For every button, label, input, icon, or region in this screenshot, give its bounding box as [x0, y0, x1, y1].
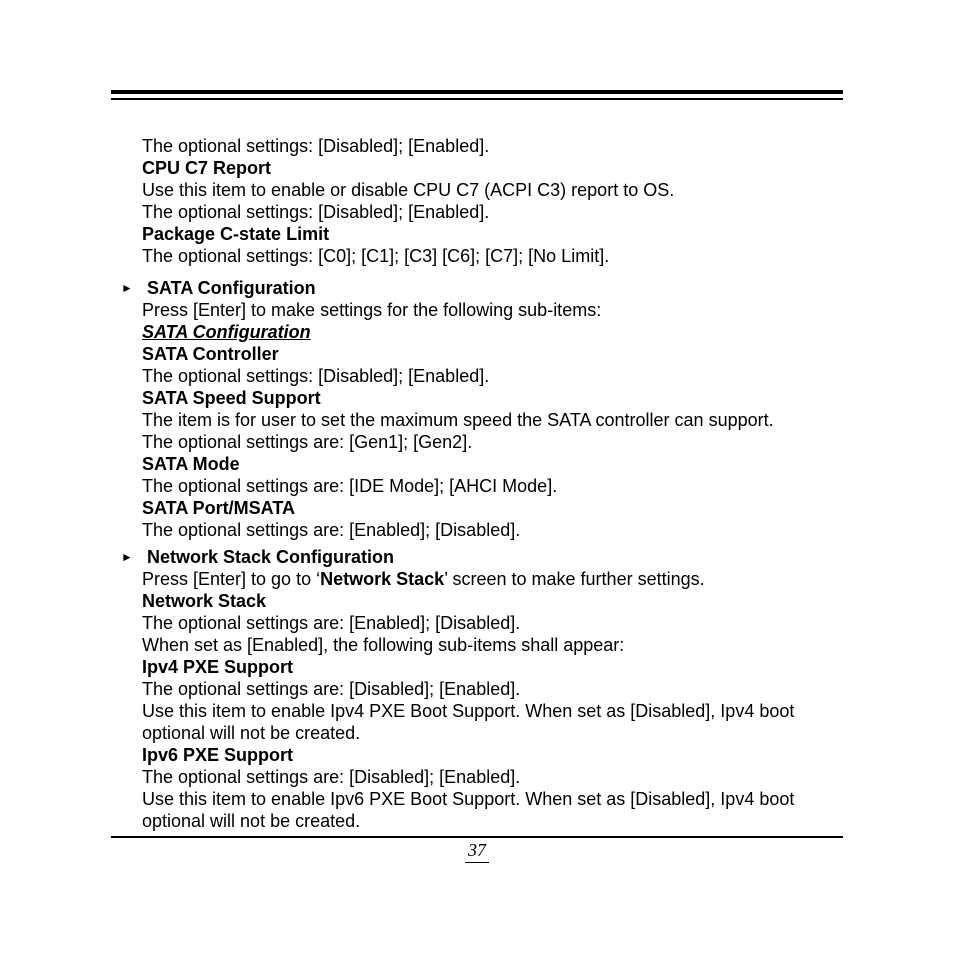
- body-text: The item is for user to set the maximum speed the SATA controller can support.: [142, 410, 774, 430]
- body-text: [142, 568, 852, 590]
- section-heading: [121, 546, 852, 568]
- body-text: The optional settings: [C0]; [C1]; [C3] [C6]; [C7]; [No Limit].: [142, 246, 610, 266]
- setting-heading: SATA Controller: [142, 344, 279, 364]
- body-text: Use this item to enable Ipv4 PXE Boot Support. When set as [Disabled], Ipv4 boot: [142, 701, 795, 721]
- section-heading-label: Network Stack Configuration: [147, 547, 395, 567]
- body-text: When set as [Enabled], the following sub-items shall appear:: [142, 635, 625, 655]
- body-text: The optional settings: [Disabled]; [Enabled].: [142, 136, 490, 156]
- body-text: Use this item to enable or disable CPU C7 (ACPI C3) report to OS.: [142, 180, 675, 200]
- triangle-right-icon: ►: [121, 550, 133, 564]
- document-body: [121, 135, 852, 832]
- body-text: The optional settings are: [Disabled]; [Enabled].: [142, 767, 521, 787]
- body-text: The optional settings are: [Enabled]; [Disabled].: [142, 613, 521, 633]
- setting-heading: SATA Mode: [142, 454, 240, 474]
- sata-configuration-section: [121, 277, 852, 541]
- setting-heading: SATA Port/MSATA: [142, 498, 295, 518]
- triangle-right-icon: ►: [121, 281, 133, 295]
- body-text: optional will not be created.: [142, 811, 361, 831]
- page-number: 37: [468, 840, 486, 860]
- intro-post: ’ screen to make further settings.: [444, 569, 705, 589]
- body-text: The optional settings are: [IDE Mode]; [AHCI Mode].: [142, 476, 558, 496]
- header-rule-thick: [111, 90, 843, 94]
- network-stack-section: [121, 546, 852, 832]
- page-number-underline: [465, 862, 489, 863]
- body-text: optional will not be created.: [142, 723, 361, 743]
- subsection-title: SATA Configuration: [142, 322, 311, 342]
- setting-heading: Network Stack: [142, 591, 267, 611]
- body-text: The optional settings are: [Gen1]; [Gen2].: [142, 432, 473, 452]
- section-heading-label: SATA Configuration: [147, 278, 316, 298]
- body-text: The optional settings: [Disabled]; [Enabled].: [142, 366, 490, 386]
- setting-heading: CPU C7 Report: [142, 158, 272, 178]
- body-text: Use this item to enable Ipv6 PXE Boot Support. When set as [Disabled], Ipv4 boot: [142, 789, 795, 809]
- header-rule-thin: [111, 98, 843, 100]
- body-text: The optional settings: [Disabled]; [Enabled].: [142, 202, 490, 222]
- setting-heading: Package C-state Limit: [142, 224, 330, 244]
- intro-pre: Press [Enter] to go to ‘: [142, 569, 321, 589]
- setting-heading: Ipv4 PXE Support: [142, 657, 294, 677]
- setting-heading: SATA Speed Support: [142, 388, 321, 408]
- intro-bold: Network Stack: [320, 569, 445, 589]
- body-text: Press [Enter] to make settings for the following sub-items:: [142, 300, 602, 320]
- setting-heading: Ipv6 PXE Support: [142, 745, 294, 765]
- body-text: The optional settings are: [Disabled]; [Enabled].: [142, 679, 521, 699]
- body-text: The optional settings are: [Enabled]; [Disabled].: [142, 520, 521, 540]
- intro-block: [142, 135, 852, 267]
- section-heading: [121, 277, 852, 299]
- footer-rule: [111, 836, 843, 838]
